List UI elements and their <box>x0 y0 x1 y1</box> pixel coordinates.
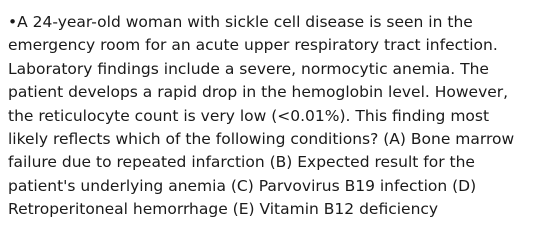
question-text <box>8 11 548 222</box>
question-line: emergency room for an acute upper respiratory tract infection. <box>8 36 498 55</box>
question-line: Retroperitoneal hemorrhage (E) Vitamin B12 deficiency <box>8 200 439 219</box>
question-line: patient's underlying anemia (C) Parvovirus B19 infection (D) <box>8 176 477 195</box>
question-line: patient develops a rapid drop in the hemoglobin level. However, <box>8 83 509 102</box>
question-line: •A 24-year-old woman with sickle cell disease is seen in the <box>8 13 473 31</box>
question-line: likely reflects which of the following conditions? (A) Bone marrow <box>8 130 515 149</box>
question-line: failure due to repeated infarction (B) Expected result for the <box>8 153 475 172</box>
question-line: Laboratory findings include a severe, normocytic anemia. The <box>8 59 489 78</box>
question-line: the reticulocyte count is very low (<0.01%). This finding most <box>8 106 490 125</box>
